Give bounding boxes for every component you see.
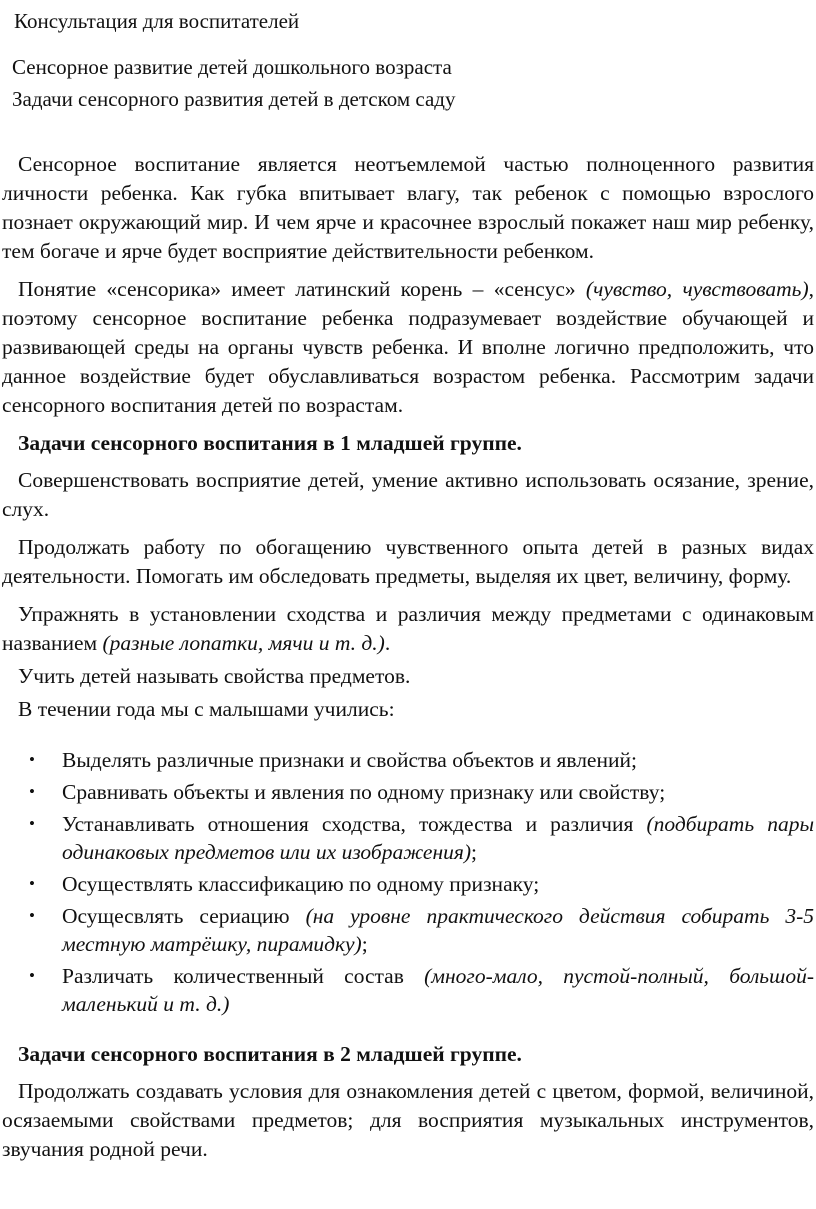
list-item-text: Выделять различные признаки и свойства объектов и явлений;	[62, 748, 637, 772]
list-item-italic: (много-мало, пустой-полный, большой-маленький и т. д.)	[62, 964, 814, 1016]
list-item-text: Осуществлять классификацию по одному признаку;	[62, 872, 540, 896]
group1-paragraph-3	[2, 600, 814, 658]
group1-paragraph-1: Совершенствовать восприятие детей, умение активно использовать осязание, зрение, слух.	[2, 468, 814, 521]
list-item-italic: (подбирать пары одинаковых предметов или их изображения)	[62, 812, 815, 864]
document-title: Сенсорное развитие детей дошкольного возраста	[12, 55, 452, 79]
list-item-text: Различать количественный состав	[62, 964, 425, 988]
list-item	[62, 778, 814, 806]
consultation-title: Консультация для воспитателей	[14, 9, 300, 33]
intro-p2-italic: (чувство, чувствовать)	[585, 277, 809, 301]
group2-heading: Задачи сенсорного воспитания в 2 младшей группе.	[18, 1042, 522, 1066]
list-item	[62, 810, 814, 866]
group1-paragraph-2: Продолжать работу по обогащению чувственного опыта детей в разных видах деятельности. Помогать им обследовать предметы, выделяя их цвет, величину, форму.	[2, 535, 814, 588]
list-item-text: Осущесвлять сериацию	[62, 904, 306, 928]
document-body	[2, 150, 814, 1173]
list-item	[62, 746, 814, 774]
list-item	[62, 962, 814, 1018]
intro-paragraph-2	[2, 275, 814, 420]
intro-paragraph-1: Сенсорное воспитание является неотъемлемой частью полноценного развития личности ребенка. Как губка впитывает влагу, так ребенок с помощью взрослого познает окружающий мир. И чем ярче и красочнее взрослый покажет наш мир ребенку, тем богаче и ярче будет восприятие действительности ребенком.	[2, 152, 814, 263]
group1-paragraph-5: В течении года мы с малышами учились:	[18, 697, 395, 721]
list-item-tail: ;	[471, 840, 478, 864]
intro-p2-text-b: , поэтому сенсорное воспитание ребенка подразумевает воздействие обучающей и развивающей среды на органы чувств ребенка. И вполне логично предположить, что данное воздействие будет обуславливаться возрастом ребенка. Рассмотрим задачи сенсорного воспитания детей по возрастам.	[2, 277, 814, 417]
intro-p2-text-a: Понятие «сенсорика» имеет латинский корень – «сенсус»	[18, 277, 586, 301]
list-item-tail: ;	[361, 932, 368, 956]
list-item	[62, 902, 814, 958]
group1-paragraph-4: Учить детей называть свойства предметов.	[18, 664, 411, 688]
skills-list	[2, 746, 814, 1018]
list-item-text: Устанавливать отношения сходства, тождества и различия	[62, 812, 647, 836]
list-item-italic: (на уровне практического действия собирать 3-5 местную матрёшку, пирамидку)	[62, 904, 814, 956]
document-subtitle: Задачи сенсорного развития детей в детском саду	[12, 87, 456, 111]
group1-heading: Задачи сенсорного воспитания в 1 младшей группе.	[18, 431, 522, 455]
group1-p3-text-a: Упражнять в установлении сходства и различия между предметами с одинаковым названием	[2, 602, 814, 655]
group2-paragraph-1: Продолжать создавать условия для ознакомления детей с цветом, формой, величиной, осязаемыми свойствами предметов; для восприятия музыкальных инструментов, звучания родной речи.	[2, 1079, 814, 1161]
list-item	[62, 870, 814, 898]
group1-p3-text-b: .	[384, 631, 391, 655]
list-item-text: Сравнивать объекты и явления по одному признаку или свойству;	[62, 780, 666, 804]
group1-p3-italic: (разные лопатки, мячи и т. д.)	[102, 631, 385, 655]
